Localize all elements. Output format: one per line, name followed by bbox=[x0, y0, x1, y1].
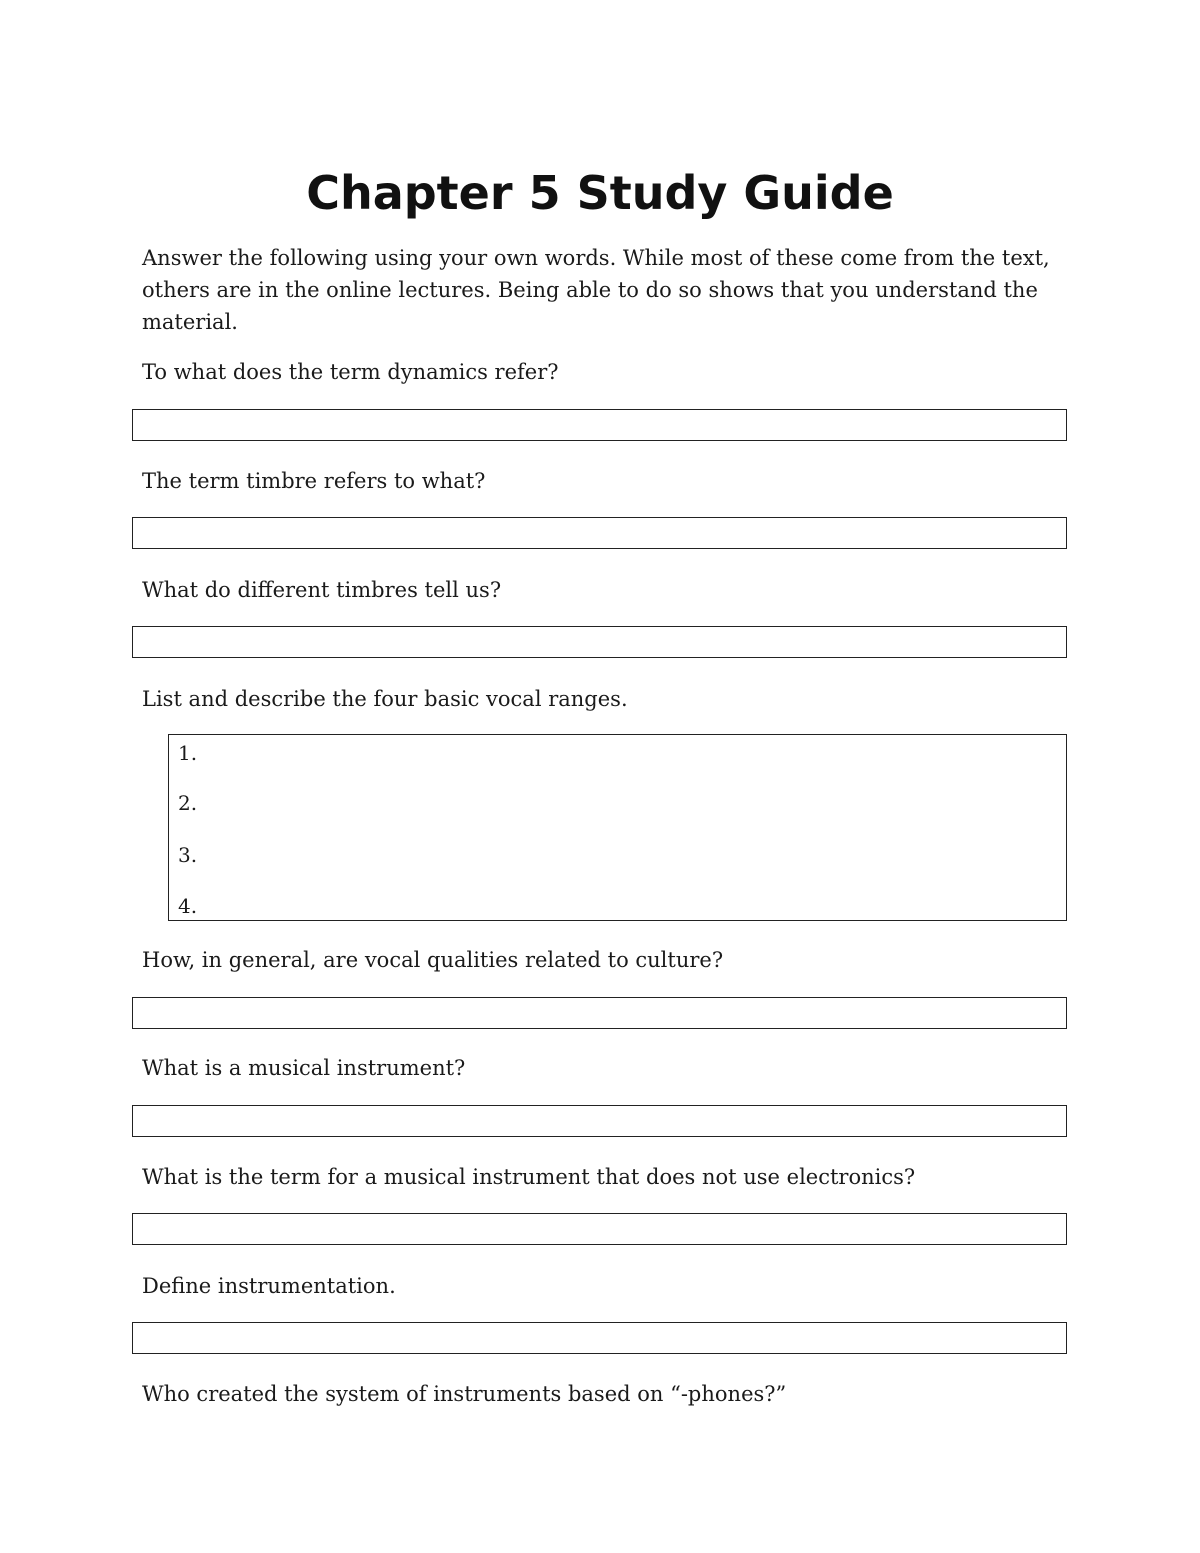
list-item-number: 2. bbox=[178, 791, 198, 815]
list-item-number: 1. bbox=[178, 741, 198, 765]
question-dynamics: To what does the term dynamics refer? bbox=[142, 360, 559, 384]
answer-box-dynamics[interactable] bbox=[132, 409, 1067, 441]
question-phones-system: Who created the system of instruments based on “-phones?” bbox=[142, 1382, 787, 1406]
answer-box-different-timbres[interactable] bbox=[132, 626, 1067, 658]
question-different-timbres: What do different timbres tell us? bbox=[142, 578, 502, 602]
page-title: Chapter 5 Study Guide bbox=[306, 166, 894, 220]
instructions-paragraph: Answer the following using your own words. While most of these come from the text, others are in the online lectures. Being able to do so shows that you understand the material. bbox=[142, 246, 1050, 334]
question-vocal-culture: How, in general, are vocal qualities related to culture? bbox=[142, 948, 724, 972]
answer-box-musical-instrument[interactable] bbox=[132, 1105, 1067, 1137]
answer-box-vocal-culture[interactable] bbox=[132, 997, 1067, 1029]
question-acoustic-instrument: What is the term for a musical instrument that does not use electronics? bbox=[142, 1165, 916, 1189]
list-item-number: 3. bbox=[178, 843, 198, 867]
answer-box-instrumentation[interactable] bbox=[132, 1322, 1067, 1354]
list-item-number: 4. bbox=[178, 894, 198, 918]
question-instrumentation: Define instrumentation. bbox=[142, 1274, 396, 1298]
question-timbre: The term timbre refers to what? bbox=[142, 469, 486, 493]
question-musical-instrument: What is a musical instrument? bbox=[142, 1056, 466, 1080]
answer-list-vocal-ranges[interactable] bbox=[168, 734, 1067, 921]
answer-box-acoustic-instrument[interactable] bbox=[132, 1213, 1067, 1245]
answer-box-timbre[interactable] bbox=[132, 517, 1067, 549]
question-vocal-ranges: List and describe the four basic vocal ranges. bbox=[142, 687, 628, 711]
